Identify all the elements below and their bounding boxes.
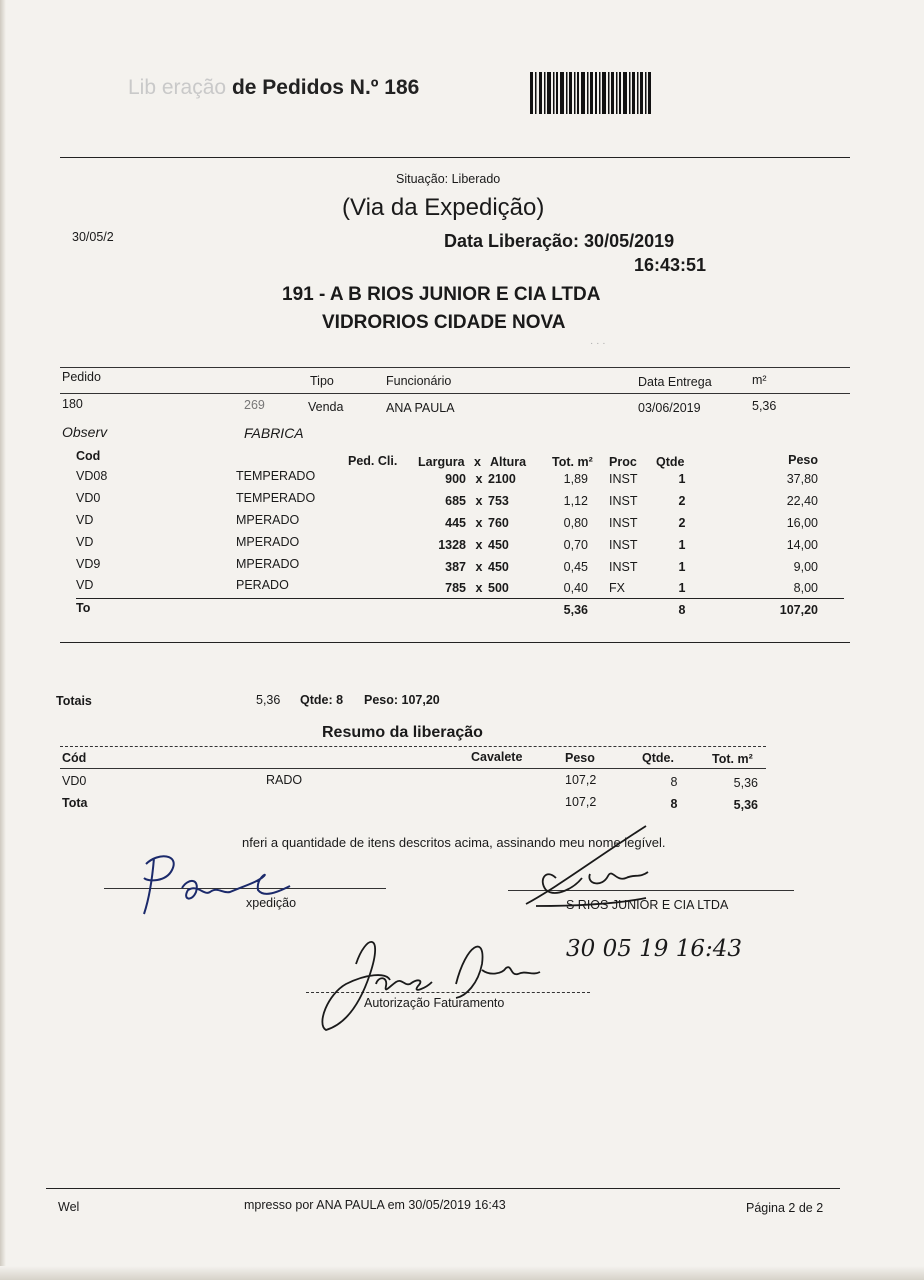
resumo-col-cod: Cód xyxy=(62,751,87,765)
footer-line xyxy=(46,1188,840,1189)
item-desc: TEMPERADO xyxy=(236,491,316,505)
item-x: x xyxy=(475,538,483,552)
signature-expedicao xyxy=(118,842,308,922)
resumo-total-peso: 107,2 xyxy=(565,795,597,809)
item-altura: 450 xyxy=(488,560,509,574)
item-altura: 500 xyxy=(488,581,509,595)
hora-liberacao: 16:43:51 xyxy=(634,255,707,275)
resumo-col-peso: Peso xyxy=(565,751,595,765)
value-pedido: 180 xyxy=(62,397,83,411)
value-tipo: Venda xyxy=(308,400,344,414)
item-x: x xyxy=(475,472,483,486)
item-proc: INST xyxy=(609,494,638,508)
situacao-label: Situação: Liberado xyxy=(396,172,501,186)
item-proc: INST xyxy=(609,560,638,574)
item-qtde: 1 xyxy=(678,581,686,595)
item-qtde: 2 xyxy=(678,516,686,530)
label-pedido: Pedido xyxy=(62,370,101,384)
totais-label: Totais xyxy=(56,694,92,708)
resumo-col-cavalete: Cavalete xyxy=(471,750,523,764)
item-cod: VD9 xyxy=(76,557,101,571)
item-desc: PERADO xyxy=(236,578,289,592)
items-total-line xyxy=(76,598,844,599)
value-m2: 5,36 xyxy=(752,399,777,413)
items-total-qtde: 8 xyxy=(678,603,686,617)
item-qtde: 1 xyxy=(678,560,686,574)
item-qtde: 2 xyxy=(678,494,686,508)
title-faded-word: eração xyxy=(161,76,227,99)
conferencia-text: nferi a quantidade de itens descritos acima, assinando meu nome legível. xyxy=(242,835,666,850)
items-total-label: To xyxy=(76,601,91,615)
item-desc: TEMPERADO xyxy=(236,469,316,483)
col-x: x xyxy=(474,455,481,469)
paper-bottom-edge xyxy=(0,1266,924,1280)
item-cod: VD xyxy=(76,535,94,549)
label-m2: m² xyxy=(752,373,767,387)
resumo-col-tot-m2: Tot. m² xyxy=(712,752,753,766)
client-subname: VIDRORIOS CIDADE NOVA xyxy=(322,312,566,333)
item-desc: MPERADO xyxy=(236,557,300,571)
item-proc: INST xyxy=(609,516,638,530)
item-peso: 8,00 xyxy=(793,581,818,595)
title-faded-prefix: Lib xyxy=(128,76,157,99)
item-x: x xyxy=(475,560,483,574)
item-peso: 14,00 xyxy=(786,538,818,552)
totais-peso: Peso: 107,20 xyxy=(364,693,440,707)
item-peso: 9,00 xyxy=(793,560,818,574)
footer-impresso: mpresso por ANA PAULA em 30/05/2019 16:43 xyxy=(244,1198,506,1212)
document-title xyxy=(128,76,419,100)
signature-client xyxy=(516,818,656,914)
col-peso: Peso xyxy=(788,453,818,467)
item-altura: 450 xyxy=(488,538,509,552)
value-data-entrega: 03/06/2019 xyxy=(638,401,701,415)
item-cod: VD xyxy=(76,513,94,527)
item-x: x xyxy=(475,581,483,595)
col-ped-cli: Ped. Cli. xyxy=(348,454,398,468)
resumo-top-line xyxy=(60,746,766,747)
data-liberacao: Data Liberação: 30/05/2019 xyxy=(444,231,675,251)
resumo-total-label: Tota xyxy=(62,796,88,810)
via-label: (Via da Expedição) xyxy=(342,194,545,221)
header-divider xyxy=(60,157,850,158)
col-altura: Altura xyxy=(490,455,527,469)
item-proc: INST xyxy=(609,472,638,486)
item-peso: 37,80 xyxy=(786,472,818,486)
footer-left: Wel xyxy=(58,1200,80,1214)
item-altura: 753 xyxy=(488,494,509,508)
items-total-m2: 5,36 xyxy=(563,603,588,617)
obs-value: FABRICA xyxy=(244,425,304,441)
item-tot-m2: 1,89 xyxy=(563,472,588,486)
item-tot-m2: 0,40 xyxy=(563,581,588,595)
item-altura: 760 xyxy=(488,516,509,530)
item-altura: 2100 xyxy=(488,472,516,486)
footer-page-number: Página 2 de 2 xyxy=(746,1201,824,1215)
label-tipo: Tipo xyxy=(310,374,334,388)
resumo-total-tot-m2: 5,36 xyxy=(733,798,758,812)
item-largura: 1328 xyxy=(438,538,466,552)
autorizacao-label: Autorização Faturamento xyxy=(364,996,505,1010)
title-main: de Pedidos N.º 186 xyxy=(231,76,420,99)
item-x: x xyxy=(475,516,483,530)
handwritten-date: 30 05 19 16:43 xyxy=(566,936,743,962)
item-qtde: 1 xyxy=(678,538,686,552)
order-header-line xyxy=(60,393,850,394)
order-top-line xyxy=(60,367,850,368)
item-x: x xyxy=(475,494,483,508)
label-data-entrega: Data Entrega xyxy=(638,375,712,389)
resumo-row-tot-m2: 5,36 xyxy=(733,776,758,790)
item-cod: VD xyxy=(76,578,94,592)
item-tot-m2: 0,45 xyxy=(563,560,588,574)
resumo-total-qtde: 8 xyxy=(670,797,678,811)
col-tot-m2: Tot. m² xyxy=(552,455,593,469)
item-largura: 387 xyxy=(445,560,466,574)
items-total-peso: 107,20 xyxy=(779,603,818,617)
item-largura: 445 xyxy=(445,516,466,530)
item-peso: 16,00 xyxy=(786,516,818,530)
item-largura: 900 xyxy=(445,472,466,486)
item-qtde: 1 xyxy=(678,472,686,486)
resumo-title: Resumo da liberação xyxy=(322,724,483,741)
item-largura: 785 xyxy=(445,581,466,595)
paper-left-edge xyxy=(0,0,6,1280)
item-desc: MPERADO xyxy=(236,535,300,549)
value-code: 269 xyxy=(244,398,265,412)
faint-mark: · · · xyxy=(590,338,606,349)
resumo-header-line xyxy=(60,768,766,769)
resumo-col-qtde: Qtde. xyxy=(642,751,674,765)
item-peso: 22,40 xyxy=(786,494,818,508)
col-largura: Largura xyxy=(418,455,465,469)
barcode xyxy=(530,72,652,114)
client-name: 191 - A B RIOS JUNIOR E CIA LTDA xyxy=(282,284,601,305)
resumo-row-qtde: 8 xyxy=(670,775,678,789)
resumo-row-peso: 107,2 xyxy=(565,773,597,787)
value-funcionario: ANA PAULA xyxy=(386,401,455,415)
item-desc: MPERADO xyxy=(236,513,300,527)
item-proc: INST xyxy=(609,538,638,552)
items-bottom-line xyxy=(60,642,850,643)
item-tot-m2: 0,70 xyxy=(563,538,588,552)
item-tot-m2: 1,12 xyxy=(563,494,588,508)
resumo-row-desc: RADO xyxy=(266,773,303,787)
client-sign-label: S RIOS JUNIOR E CIA LTDA xyxy=(566,898,729,912)
col-qtde: Qtde xyxy=(656,455,685,469)
totais-m2: 5,36 xyxy=(256,693,281,707)
expedicao-label: xpedição xyxy=(246,896,297,910)
item-cod: VD08 xyxy=(76,469,108,483)
date-left: 30/05/2 xyxy=(72,230,114,244)
signature-autorizacao xyxy=(306,924,556,1034)
label-funcionario: Funcionário xyxy=(386,374,452,388)
item-cod: VD0 xyxy=(76,491,101,505)
item-proc: FX xyxy=(609,581,625,595)
item-largura: 685 xyxy=(445,494,466,508)
col-proc: Proc xyxy=(609,455,637,469)
col-cod: Cod xyxy=(76,449,101,463)
obs-label: Observ xyxy=(62,424,108,440)
totais-qtde: Qtde: 8 xyxy=(300,693,344,707)
resumo-row-cod: VD0 xyxy=(62,774,87,788)
item-tot-m2: 0,80 xyxy=(563,516,588,530)
